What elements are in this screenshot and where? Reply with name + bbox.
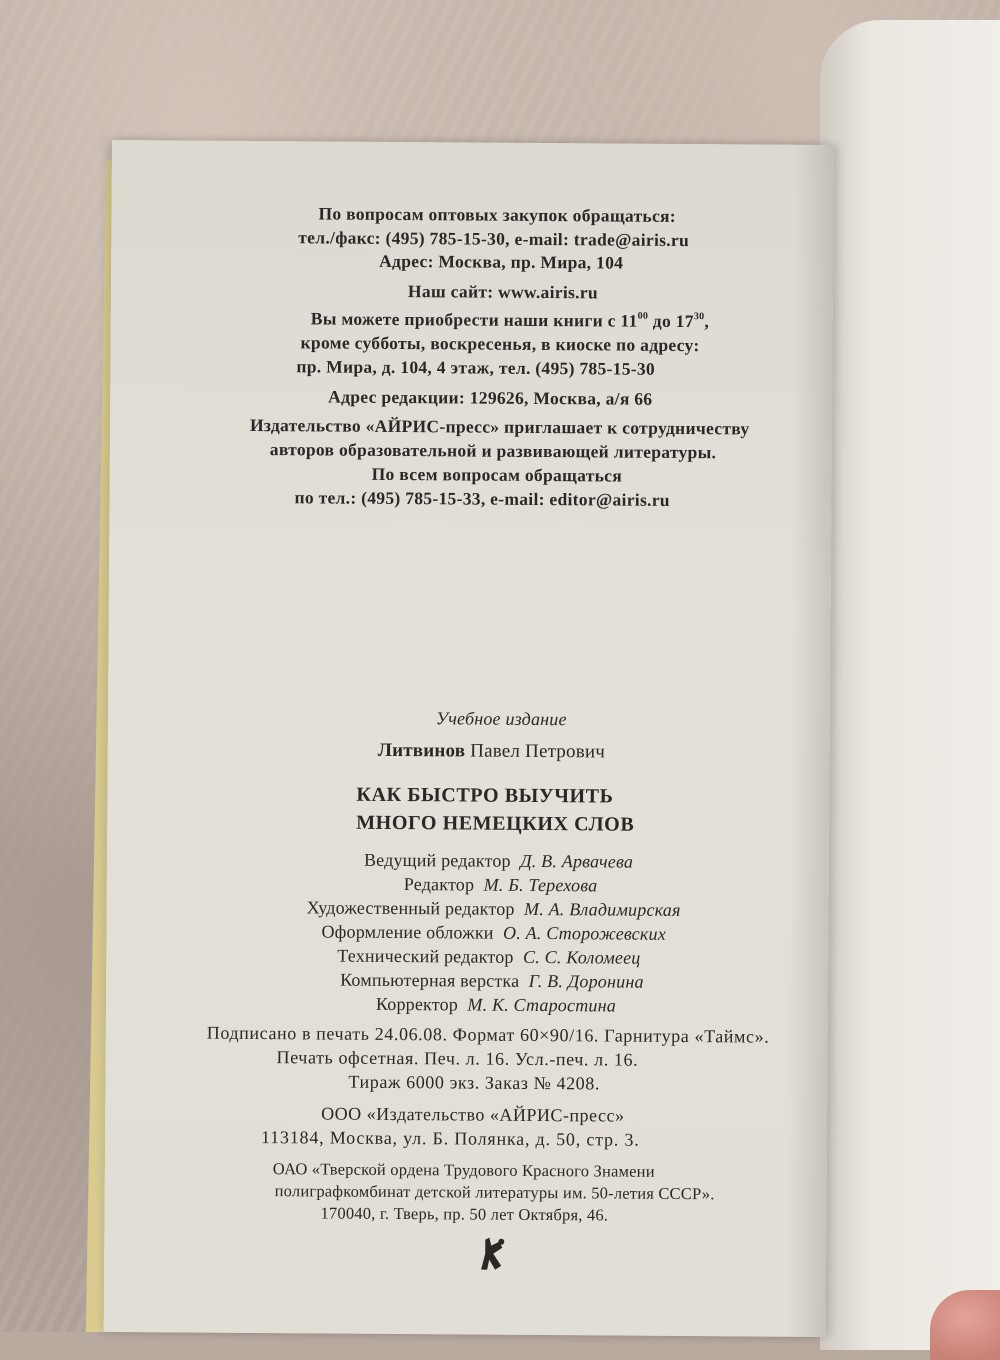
printer-line-1: ОАО «Тверской ордена Трудового Красного Знамени (272, 1159, 655, 1181)
printer-line-3: 170040, г. Тверь, пр. 50 лет Октября, 46. (320, 1203, 609, 1225)
wholesale-phone: тел./факс: (495) 785-15-30, e-mail: trade@airis.ru (298, 227, 690, 251)
shop-line-1: Вы можете приобрести наши книги с $11^{00}$ до $17^{30}$, (310, 308, 710, 332)
editorial-address: Адрес редакции: 129626, Москва, а/я 66 (328, 386, 653, 409)
credit-row: Корректор М. К. Старостина (375, 993, 617, 1016)
author: Литвинов Павел Петрович (377, 739, 606, 763)
credit-row: Оформление обложки О. А. Сторожевских (321, 921, 667, 944)
print-info-line-2: Печать офсетная. Печ. л. 16. Усл.-печ. л. 16. (276, 1047, 639, 1070)
opposite-page (820, 20, 1000, 1350)
book-title-line-2: МНОГО НЕМЕЦКИХ СЛОВ (356, 811, 635, 836)
credit-row: Ведущий редактор Д. В. Арвачева (363, 849, 634, 872)
invite-line-3: По всем вопросам обращаться (371, 463, 623, 486)
shop-line-3: пр. Мира, д. 104, 4 этаж, тел. (495) 785-15-30 (296, 356, 656, 379)
invite-line-4: по тел.: (495) 785-15-33, e-mail: editor@airis.ru (294, 487, 670, 510)
credit-row: Художественный редактор М. А. Владимирская (306, 897, 681, 920)
credit-row: Компьютерная верстка Г. В. Доронина (340, 969, 644, 992)
wholesale-heading: По вопросам оптовых закупок обращаться: (318, 203, 677, 226)
publisher-logo-icon (477, 1236, 511, 1274)
publisher-line-2: 113184, Москва, ул. Б. Полянка, д. 50, стр. 3. (260, 1127, 640, 1150)
credit-row: Технический редактор С. С. Коломеец (337, 945, 641, 968)
book-page (104, 140, 834, 1337)
book-title-line-1: КАК БЫСТРО ВЫУЧИТЬ (356, 783, 614, 808)
wholesale-address: Адрес: Москва, пр. Мира, 104 (379, 250, 624, 273)
website: Наш сайт: www.airis.ru (407, 281, 599, 303)
print-info-line-1: Подписано в печать 24.06.08. Формат 60×90/16. Гарнитура «Таймс». (206, 1022, 770, 1047)
edition-type: Учебное издание (435, 708, 567, 730)
print-info-line-3: Тираж 6000 экз. Заказ № 4208. (348, 1071, 601, 1094)
invite-line-1: Издательство «АЙРИС-пресс» приглашает к сотрудничеству (249, 414, 750, 439)
shop-line-2: кроме субботы, воскресенья, в киоске по адресу: (300, 332, 700, 356)
credit-row: Редактор М. Б. Терехова (403, 874, 598, 896)
publisher-line-1: ООО «Издательство «АЙРИС-пресс» (321, 1103, 625, 1126)
invite-line-2: авторов образовательной и развивающей литературы. (269, 439, 717, 463)
printer-line-2: полиграфкомбинат детской литературы им. 50-летия СССР». (274, 1181, 715, 1204)
